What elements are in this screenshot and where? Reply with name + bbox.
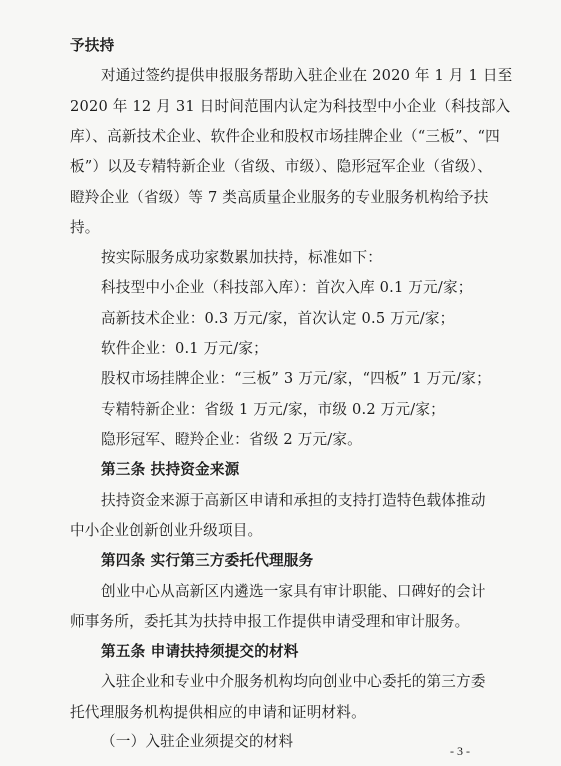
paragraph-line: 扶持资金来源于高新区申请和承担的支持打造特色载体推动 [101,492,486,509]
standard-item: 专精特新企业：省级 1 万元/家，市级 0.2 万元/家； [101,401,445,418]
article-3-title: 第三条 扶持资金来源 [101,461,240,478]
paragraph-line: 师事务所，委托其为扶持申报工作提供申请受理和审计服务。 [70,613,470,630]
paragraph-line: 板”）以及专精特新企业（省级、市级）、隐形冠军企业（省级）、 [70,158,493,175]
standard-item: 隐形冠军、瞪羚企业：省级 2 万元/家。 [101,431,362,448]
standard-item: 高新技术企业：0.3 万元/家，首次认定 0.5 万元/家； [101,310,455,327]
paragraph-line: 创业中心从高新区内遴选一家具有审计职能、口碑好的会计 [101,583,486,600]
paragraph-line: 按实际服务成功家数累加扶持，标准如下： [101,249,383,266]
paragraph-line: 库）、高新技术企业、软件企业和股权市场挂牌企业（“三板”、“四 [70,128,500,145]
article-4-title: 第四条 实行第三方委托代理服务 [101,552,314,569]
paragraph-line: 持。 [70,219,100,236]
subsection-heading: （一）入驻企业须提交的材料 [101,733,294,750]
standard-item: 软件企业：0.1 万元/家； [101,340,268,357]
paragraph-line: 入驻企业和专业中介服务机构均向创业中心委托的第三方委 [101,673,486,690]
standard-item: 股权市场挂牌企业：“三板” 3 万元/家，“四板” 1 万元/家； [101,370,491,387]
paragraph-line: 2020 年 12 月 31 日时间范围内认定为科技型中小企业（科技部入 [70,98,511,115]
standard-item: 科技型中小企业（科技部入库）：首次入库 0.1 万元/家； [101,279,473,296]
paragraph-line: 瞪羚企业（省级）等 7 类高质量企业服务的专业服务机构给予扶 [70,189,489,206]
paragraph-line: 托代理服务机构提供相应的申请和证明材料。 [70,704,366,721]
paragraph-line: 中小企业创新创业升级项目。 [70,522,263,539]
page-number: - 3 - [450,744,470,758]
paragraph-line: 对通过签约提供申报服务帮助入驻企业在 2020 年 1 月 1 日至 [101,67,513,84]
heading-fragment: 予扶持 [70,37,115,54]
article-5-title: 第五条 申请扶持须提交的材料 [101,643,299,660]
